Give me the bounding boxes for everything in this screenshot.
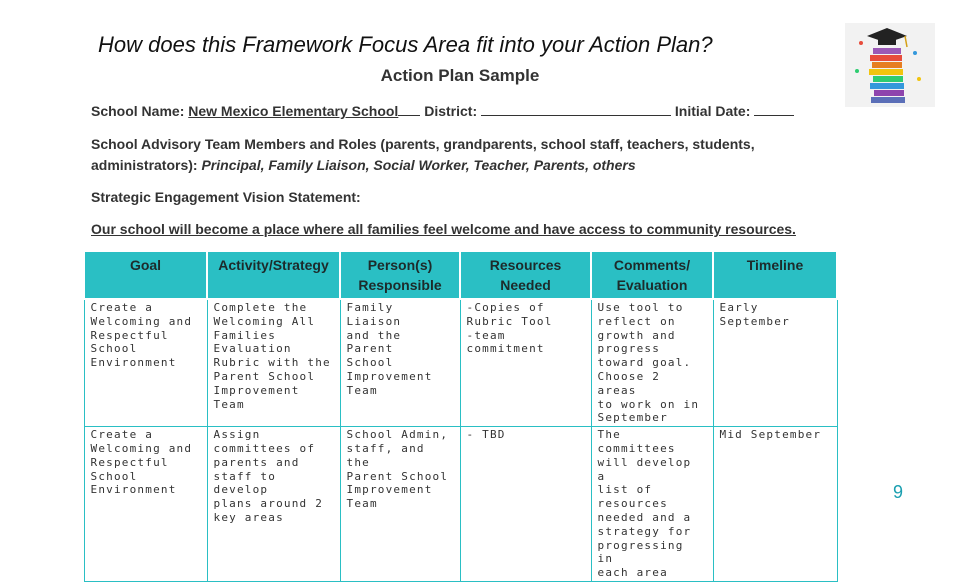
district-blank <box>481 103 671 116</box>
books-graduation-cap-logo <box>845 23 935 107</box>
cell-timeline: Mid September <box>713 427 837 582</box>
advisory-team-label-line-1: School Advisory Team Members and Roles (parents, grandparents, school staff, teachers, students, <box>91 136 755 152</box>
advisory-team-value: Principal, Family Liaison, Social Worker, Teacher, Parents, others <box>201 157 636 173</box>
table-row <box>84 299 837 427</box>
cell-comments-evaluation: The committees will develop a list of resources needed and a strategy for progressing in each area <box>591 427 713 582</box>
cell-comments-evaluation: Use tool to reflect on growth and progress toward goal. Choose 2 areas to work on in September <box>591 299 713 427</box>
header-resources-needed: Resources Needed <box>460 251 591 299</box>
cell-activity-strategy: Complete the Welcoming All Families Evaluation Rubric with the Parent School Improvement Team <box>207 299 340 427</box>
school-info-line <box>91 103 794 119</box>
header-goal: Goal <box>84 251 207 299</box>
cell-activity-strategy: Assign committees of parents and staff to develop plans around 2 key areas <box>207 427 340 582</box>
cell-persons-responsible: Family Liaison and the Parent School Improvement Team <box>340 299 460 427</box>
advisory-team-line-2 <box>91 157 636 173</box>
cell-timeline: Early September <box>713 299 837 427</box>
advisory-team-label-line-2: administrators): <box>91 157 202 173</box>
cell-goal: Create a Welcoming and Respectful School Environment <box>84 299 207 427</box>
action-plan-table <box>83 250 838 582</box>
vision-label: Strategic Engagement Vision Statement: <box>91 189 361 205</box>
cell-persons-responsible: School Admin, staff, and the Parent School Improvement Team <box>340 427 460 582</box>
page-number: 9 <box>893 482 904 502</box>
header-activity-strategy: Activity/Strategy <box>207 251 340 299</box>
school-name-label: School Name: <box>91 103 189 119</box>
table-row <box>84 427 837 582</box>
school-name-value: New Mexico Elementary School <box>188 103 399 119</box>
district-label: District: <box>424 103 482 119</box>
initial-date-blank <box>754 103 794 116</box>
header-timeline: Timeline <box>713 251 837 299</box>
document-title: Action Plan Sample <box>380 66 540 85</box>
slide-title: How does this Framework Focus Area fit into your Action Plan? <box>98 32 713 57</box>
table-header-row <box>84 251 837 299</box>
initial-date-label: Initial Date: <box>674 103 755 119</box>
school-name-blank <box>398 103 420 116</box>
header-comments-evaluation: Comments/ Evaluation <box>591 251 713 299</box>
cell-resources-needed: -Copies of Rubric Tool -team commitment <box>460 299 591 427</box>
header-persons-responsible: Person(s) Responsible <box>340 251 460 299</box>
vision-statement: Our school will become a place where all families feel welcome and have access to community resources. <box>91 221 796 237</box>
cell-resources-needed: - TBD <box>460 427 591 582</box>
cell-goal: Create a Welcoming and Respectful School Environment <box>84 427 207 582</box>
